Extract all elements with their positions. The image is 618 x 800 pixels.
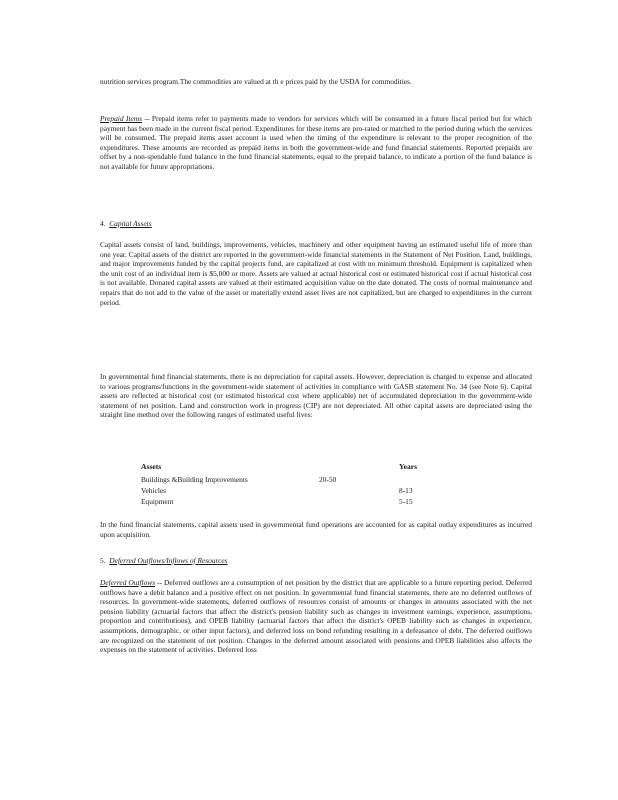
years-cell: 20-50 — [319, 475, 337, 484]
deferred-heading — [100, 556, 532, 566]
deferred-outflows-text: -- Deferred outflows are a consumption of net position by the district that are applicable to a future reporting period. Deferred outflows have a debit balance and a positive effect on net position. In governmental fund financial statements, there are no deferred outflows of resources. In government-wide statements, deferred outflows of resources consist of amounts or changes in amounts associated with the net pension liability (actuarial factors that affect the district's pension liability such as changes in investment earnings, experience, assumptions, proportion and contributions), and OPEB liability (actuarial factors that affect the district's OPEB liability such as changes in experience, assumptions, demographic, or other input factors), and deferred loss on bond refunding resulting in a defeasance of debt. The deferred outflows are recognized on the statement of net position. Changes in the deferred amount associated with pensions and OPEB liabilities also affects the expenses on the statement of activities. Deferred loss — [100, 578, 532, 655]
deferred-outflows-paragraph — [100, 578, 532, 655]
years-cell: 8-13 — [399, 486, 413, 495]
heading-title: Deferred Outflows/Inflows of Resources — [109, 556, 228, 565]
spacer-column-header — [319, 462, 399, 475]
heading-number: 5. — [100, 556, 106, 565]
empty-cell — [319, 497, 399, 508]
intro-paragraph: nutrition services program.The commodities are valued at th e prices paid by the USDA for commodities. — [100, 77, 412, 86]
empty-cell — [399, 475, 417, 486]
prepaid-items-text: -- Prepaid items refer to payments made to vendors for services which will be consumed in a future fiscal period but for which payment has been made in the current fiscal period. Expenditures for these items are pro-rated or matched to the period during which the services will be consumed. The prepaid items asset account is used when the timing of the expenditure is relevant to the proper recognition of the expenditures. These amounts are recorded as prepaid items in both the government-wide and fund financial statements. Reported prepaids are offset by a non-spendable fund balance in the fund financial statements, equal to the prepaid balance, to indicate a portion of the fund balance is not available for future appropriations. — [100, 114, 532, 171]
capital-assets-paragraph-1: Capital assets consist of land, buildings, improvements, vehicles, machinery and other equipment having an estimated useful life of more than one year. Capital assets of the district are reported in the government-wide financial statements in the Statement of Net Position. Land, buildings, and major improvements funded by the capital projects fund, are capitalized at cost with no minimum threshold. Equipment is capitalized when the unit cost of an individual item is $5,000 or more. Assets are valued at actual historical cost or estimated historical cost if actual historical cost is not available. Donated capital assets are valued at their estimated acquisition value on the date donated. The costs of normal maintenance and repairs that do not add to the value of the asset or materially extend asset lives are not capitalized, but are charged to expenditures in the current period. — [100, 240, 532, 307]
years-cell: 5-15 — [399, 497, 413, 506]
capital-assets-heading — [100, 219, 532, 229]
table-row — [141, 497, 417, 508]
asset-cell: Vehicles — [141, 486, 167, 495]
table-row — [141, 486, 417, 497]
asset-cell: Equipment — [141, 497, 174, 506]
years-column-header: Years — [399, 462, 418, 471]
heading-number: 4. — [100, 219, 106, 228]
useful-lives-table — [141, 462, 417, 508]
heading-title: Capital Assets — [109, 219, 152, 228]
prepaid-items-lead: Prepaid Items — [100, 114, 143, 123]
deferred-outflows-lead: Deferred Outflows — [100, 578, 156, 587]
capital-assets-paragraph-2: In governmental fund financial statements, there is no depreciation for capital assets. However, depreciation is charged to expense and allocated to various programs/functions in the government-wide statement of activities in compliance with GASB statement No. 34 (see Note 6). Capital assets are reflected at historical cost (or estimated historical cost where applicable) net of accumulated depreciation in the government-wide statement of net position. Land and construction work in progress (CIP) are not depreciated. All other capital assets are depreciated using the straight line method over the following ranges of estimated useful lives: — [100, 372, 532, 420]
assets-column-header: Assets — [141, 462, 162, 471]
empty-cell — [319, 486, 399, 497]
table-row — [141, 475, 417, 486]
asset-cell: Buildings &Building Improvements — [141, 475, 248, 484]
capital-assets-paragraph-3: In the fund financial statements, capital assets used in governmental fund operations are accounted for as capital outlay expenditures as incurred upon acquisition. — [100, 520, 532, 539]
prepaid-items-paragraph — [100, 114, 532, 172]
table-header-row — [141, 462, 417, 475]
